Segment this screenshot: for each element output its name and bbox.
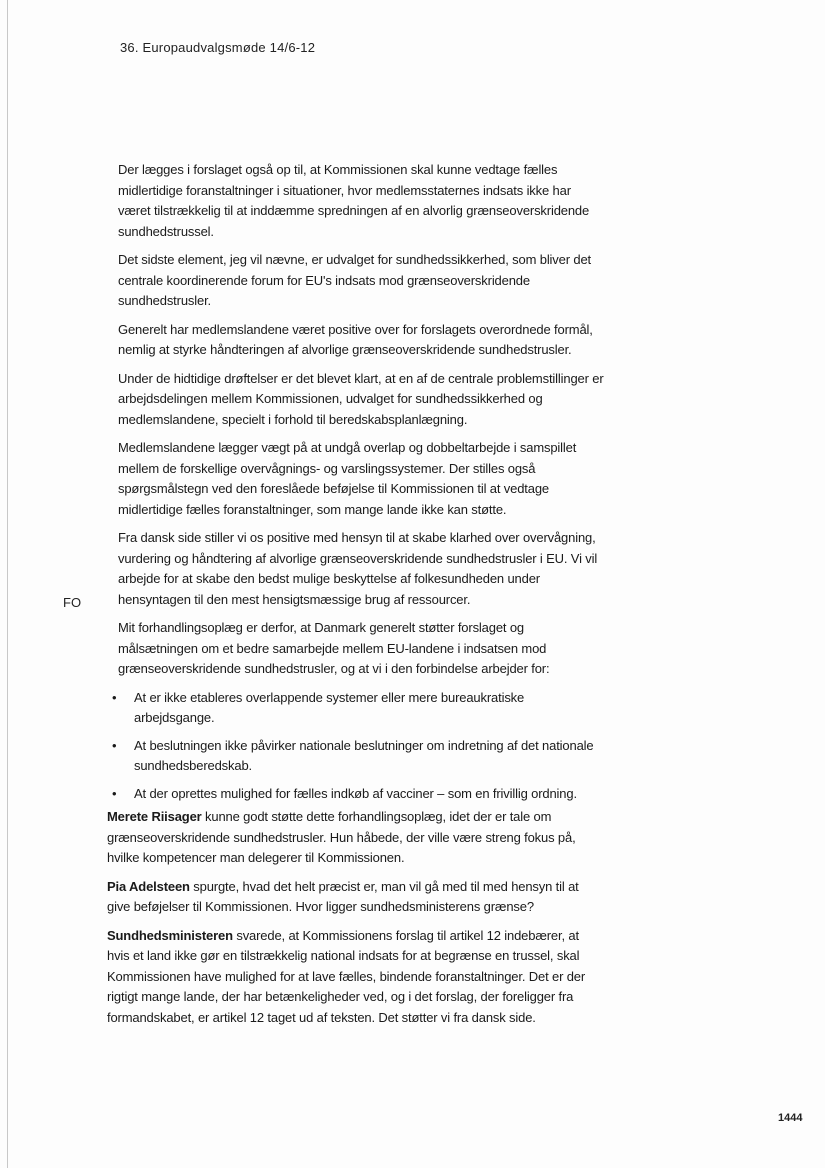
debate-section bbox=[107, 807, 597, 1036]
list-item bbox=[112, 784, 606, 805]
main-text bbox=[112, 160, 606, 811]
speaker-statement: svarede, at Kommissionens forslag til artikel 12 indebærer, at hvis et land ikke gør en tilstrækkelig national indsats for at begrænse en trussel, skal Kommissionen have mulighed for at lave fælles, bindende foranstaltninger. Det er der rigtigt mange lande, der har betænkeligheder ved, og i det forslag, der foreligger fra formandskabet, er artikel 12 taget ud af teksten. Det støtter vi fra dansk side. bbox=[107, 927, 586, 1025]
speaker-statement: kunne godt støtte dette forhandlingsoplæg, idet der er tale om grænseoverskridende sundhedstrusler. Hun håbede, der ville være streng fokus på, hvilke kompetencer man delegerer til Kommissionen. bbox=[107, 809, 576, 865]
list-item bbox=[112, 736, 606, 777]
scan-edge-line bbox=[7, 0, 8, 1168]
list-item-text: At er ikke etableres overlappende systemer eller mere bureaukratiske arbejdsgange. bbox=[134, 689, 525, 725]
paragraph: Der lægges i forslaget også op til, at Kommissionen skal kunne vedtage fælles midlertidige foranstaltninger i situationer, hvor medlemsstaternes indsats ikke har været tilstrækkelig til at inddæmme spredningen af en alvorlig grænseoverskridende sundhedstrussel. bbox=[118, 162, 590, 239]
bullet-icon: • bbox=[112, 785, 117, 801]
page-number: 1444 bbox=[778, 1112, 803, 1124]
debate-entry bbox=[107, 807, 597, 869]
speaker-statement: spurgte, hvad det helt præcist er, man vil gå med til med hensyn til at give beføjelser til Kommissionen. Hvor ligger sundhedsministerens grænse? bbox=[107, 878, 579, 914]
paragraph: Medlemslandene lægger vægt på at undgå overlap og dobbeltarbejde i samspillet mellem de forskellige overvågnings- og varslingssystemer. Der stilles også spørgsmålstegn ved den foreslåede beføjelse til Kommissionen til at vedtage midlertidige fælles foranstaltninger, som mange lande ikke kan støtte. bbox=[118, 440, 577, 517]
paragraph: Generelt har medlemslandene været positive over for forslagets overordnede formål, nemlig at styrke håndteringen af alvorlige grænseoverskridende sundhedstrusler. bbox=[118, 321, 593, 357]
margin-mark-fo: FO bbox=[63, 595, 82, 610]
paragraph: Under de hidtidige drøftelser er det blevet klart, at en af de centrale problemstillinger er arbejdsdelingen mellem Kommissionen, udvalget for sundhedssikkerhed og medlemslandene, specielt i forhold til beredskabsplanlægning. bbox=[118, 370, 604, 427]
bullet-icon: • bbox=[112, 737, 117, 753]
page-header: 36. Europaudvalgsmøde 14/6-12 bbox=[120, 40, 316, 55]
bullet-list bbox=[112, 688, 606, 805]
list-item bbox=[112, 688, 606, 729]
speaker-name: Sundhedsministeren bbox=[107, 927, 233, 943]
debate-entry bbox=[107, 877, 597, 918]
paragraph: Fra dansk side stiller vi os positive med hensyn til at skabe klarhed over overvågning, vurdering og håndtering af alvorlige grænseoverskridende sundhedstrusler i EU. Vi vil arbejde for at skabe den bedst mulige beskyttelse af folkesundheden under hensyntagen til den mest hensigtsmæssige brug af ressourcer. bbox=[118, 530, 598, 607]
list-item-text: At beslutningen ikke påvirker nationale beslutninger om indretning af det nationale sundhedsberedskab. bbox=[134, 737, 594, 773]
bullet-icon: • bbox=[112, 689, 117, 705]
speaker-name: Merete Riisager bbox=[107, 809, 202, 824]
paragraph-negotiation-mandate: Mit forhandlingsoplæg er derfor, at Danmark generelt støtter forslaget og målsætningen om et bedre samarbejde mellem EU-landene i indsatsen mod grænseoverskridende sundhedstrusler, og at vi i den forbindelse arbejder for: bbox=[118, 620, 550, 676]
debate-entry bbox=[107, 926, 597, 1029]
paragraph: Det sidste element, jeg vil nævne, er udvalget for sundhedssikkerhed, som bliver det centrale koordinerende forum for EU's indsats mod grænseoverskridende sundhedstrusler. bbox=[118, 252, 591, 308]
speaker-name: Pia Adelsteen bbox=[107, 878, 190, 894]
list-item-text: At der oprettes mulighed for fælles indkøb af vacciner – som en frivillig ordning. bbox=[134, 785, 577, 801]
